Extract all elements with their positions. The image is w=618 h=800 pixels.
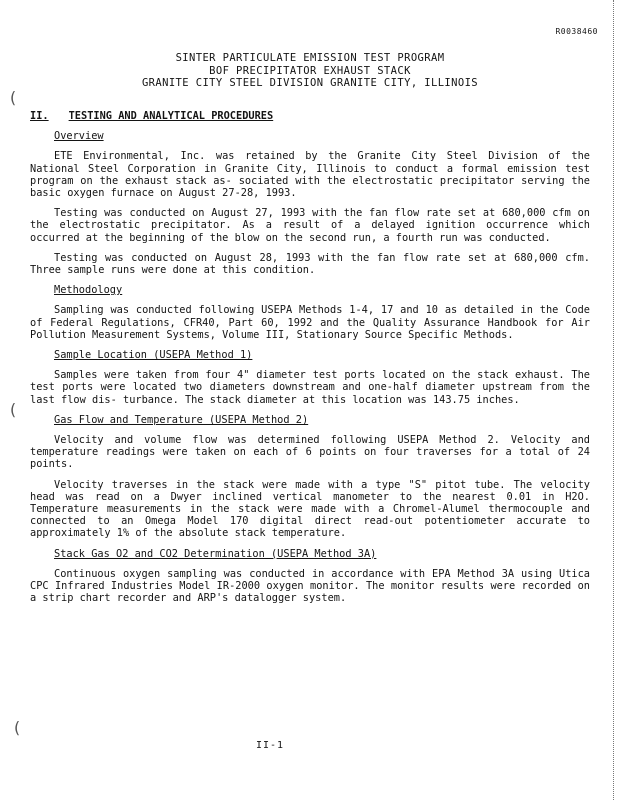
overview-paragraph-3: Testing was conducted on August 28, 1993 with the fan flow rate set at 680,000 cfm. Three sample runs were done at this condition. (30, 251, 590, 277)
margin-mark-icon: ( (12, 718, 22, 737)
document-header (60, 52, 560, 90)
section-heading (30, 110, 590, 122)
section-number: II. (30, 110, 49, 122)
document-body (30, 110, 590, 605)
sample-location-paragraph: Samples were taken from four 4" diameter test ports located on the stack exhaust. The test ports were located two diameters downstream and one-half diameter upstream from the last flow dis- turbance. The stack diameter at this location was 143.75 inches. (30, 369, 590, 406)
document-id: R0038460 (555, 27, 598, 36)
margin-mark-icon: ( (8, 400, 18, 419)
section-title: TESTING AND ANALYTICAL PROCEDURES (68, 110, 274, 122)
stack-gas-heading: Stack Gas O2 and CO2 Determination (USEPA Method 3A) (54, 547, 377, 560)
gas-flow-paragraph-2: Velocity traverses in the stack were made with a type "S" pitot tube. The velocity head was read on a Dwyer inclined vertical manometer to the nearest 0.01 in H2O. Temperature measurements in the stack were made with a Chromel-Alumel thermocouple and connected to an Omega Model 170 digital direct read-out potentiometer accurate to approximately 1% of the absolute stack temperature. (30, 478, 590, 540)
header-line-3: GRANITE CITY STEEL DIVISION GRANITE CITY, ILLINOIS (141, 77, 479, 89)
page-edge-artifact (609, 0, 614, 800)
methodology-heading: Methodology (54, 284, 123, 297)
gas-flow-paragraph-1: Velocity and volume flow was determined following USEPA Method 2. Velocity and temperature readings were taken on each of 6 points on four traverses for a total of 24 points. (30, 434, 590, 471)
methodology-paragraph: Sampling was conducted following USEPA Methods 1-4, 17 and 10 as detailed in the Code of Federal Regulations, CFR40, Part 60, 1992 and the Quality Assurance Handbook for Air Pollution Measurement Systems, Volume III, Stationary Source Specific Methods. (30, 304, 590, 341)
gas-flow-heading: Gas Flow and Temperature (USEPA Method 2) (54, 413, 309, 426)
page-number: II-1 (256, 740, 285, 751)
stack-gas-paragraph: Continuous oxygen sampling was conducted in accordance with EPA Method 3A using Utica CPC Infrared Industries Model IR-2000 oxygen monitor. The monitor results were recorded on a strip chart recorder and ARP's datalogger system. (30, 567, 590, 605)
header-line-2: BOF PRECIPITATOR EXHAUST STACK (209, 64, 411, 77)
overview-heading: Overview (54, 130, 104, 143)
overview-paragraph-2: Testing was conducted on August 27, 1993 with the fan flow rate set at 680,000 cfm on the electrostatic precipitator. As a result of a delayed ignition occurrence which occurred at the beginning of the blow on the second run, a fourth run was conducted. (30, 207, 590, 244)
margin-mark-icon: ( (8, 88, 18, 107)
header-line-1: SINTER PARTICULATE EMISSION TEST PROGRAM (175, 52, 445, 64)
sample-location-heading: Sample Location (USEPA Method 1) (54, 349, 253, 362)
overview-paragraph-1: ETE Environmental, Inc. was retained by the Granite City Steel Division of the National Steel Corporation in Granite City, Illinois to conduct a formal emission test program on the exhaust stack as- sociated with the electrostatic precipitator serving the basic oxygen furnace on August 27-28, 1993. (30, 150, 590, 200)
